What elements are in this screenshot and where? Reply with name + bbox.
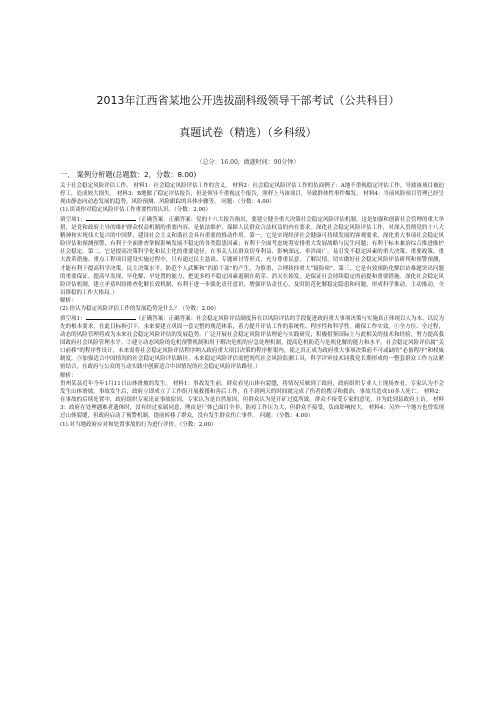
question-3: (1).对当地政府应对和处置事故的行为进行评价。（分数：2.00）	[60, 421, 217, 428]
section-heading: 一、 案例分析题(总题数：2，分数：8.00)	[60, 170, 197, 179]
document-title: 2013年江西省某地公开选拔副科级领导干部考试（公共科目）	[96, 94, 400, 107]
answer-blank[interactable]	[86, 314, 136, 320]
answer-blank[interactable]	[86, 215, 136, 221]
exam-meta: （总分：16.00，做题时间：90分钟）	[196, 159, 300, 166]
answer-1	[60, 215, 444, 298]
question-1: (1).谈谈你对稳定风险评估工作重要性的认识。（分数：2.00）	[60, 207, 212, 214]
document-body	[60, 182, 444, 429]
case-2-intro: 贵州某县近年今年1月11日山体滑坡的发生。 材料1：事故发生前，群众看见山体有裂缝，将情况反映到了政府，政府组织专业人士现场查看，专家认为不会发生山体滑坡。事故发生后，政府立即成立了工作组开展救援和善后工作，在不到两天的时间就完成了伤者的搜寻和救治，事故共造成10多人死亡。 材料2：在事故的后续处置中，政府组织专家论证事故原因，专家认为是自然原因，但群众认为是开矿过度所致。群众不接受专家的意见，并为此到县政府上访。 材料3：政府在处理遇难者遗体时，没有经过家属同意，理由是尸体已面目全非，防疫工作压力大，但群众不接受，负面影响较大。 材料4：另外一个地方也曾发现过山体裂缝，但政府启动了预警机制，提前转移了群众，没有发生群众伤亡事件。 问题：（分数：4.00）	[60, 380, 444, 420]
answer-1-text: （正确答案：正确答案：党的十八大报告指出，要建立健全重大决策社会稳定风险评估机制。这是加强和创新社会管理的重大举措，是党和政府主导的维护群众权益机制的重要内容，是依法维护、保障人民群众合法权益的内在要求。深化社会稳定风险评估工作，对深入贯彻党的十八大精神和实现伟大复兴的中国梦、建设社会主义和谐社会具有重要的推动作用。第一，它是实现经济社会健康可持续发展的客观要求。深化重大事项社会稳定风险评估和预测预警，有利于全面排查掌握影响发展不稳定的各类隐患因素；有利于全面考虑统筹安排重大发展战略与民生问题；有利于标本兼治综合推进维护社会稳定。第二，它是提高决策科学化和民主化的重要途径。在事关人民群众切身利益、影响深远、牵涉面广，易引发不稳定因素的重大决策、重要政策、重大改革措施、重点工程项目建设实施过程中，只有通过民主恳谈、专题研讨等形式，充分尊重民意，了解民情，切实做好社会稳定风险评估研判和预警预测，才能有利于提高科学决策、民主决策水平，防范个人武断和“四拍干部”的产生，为慎重、合理抉择重大“疑险项”。第三，它是有效预防化解信访难题突出问题的重要保证。提高早发现、早化解、早处置的能力，把更多的不稳定因素遏制在萌芽、消灭在始发，是保证社会持续稳定的前提和重要措施。深化社会稳定风险评估机制，建立矛盾纠纷排查化解长效机制，有利于进一步强化责任意识，增强评估责任心，及时防范化解稳定隐患和问题，形成科学推动，主动推动，全员维稳的工作大格局。）	[60, 216, 444, 297]
case-intro: 关于社会稳定风险评估工作。 材料1：社会稳定风险评估工作的含义。 材料2：社会稳定风险评估工作的负面例子：A地不重视稳定评估工作，导致该项目被迫停工，造成较大损失。 材料3：B地做了稳定评估报告，但是领导不重视这个报告，照样上马该项目，导致群体性事件爆发。 材料4：当前风险项目管理已经呈现由静态向动态发展的趋势，风险预测、风险跟踪的具体步骤等。 问题：（分数：4.00）	[60, 183, 444, 206]
answer-2-text: （正确答案：正确答案：社会稳定风险评估制度旨在以风险评估的手段促进政府重大事项决策与实施真正体现以人为本、以民为先的根本要求，在此目标指引下，未来要建立巩固一套完整的规范体系，着力提升评估工作的系统性、程序性和科学性，确保工作实效。①全方位、全过程，动态的风险管理将成为未来社会稳定风险评估的发展趋势。广泛开展社会稳定风险评估理论与实践研究，积极借鉴国际上与此相关的技术和经验，努力提高我国政府社会风险管理水平。②建立动态风险的危机预警机制和用于解决危机的应急处理机制，提高危机防范与危机化解的能力和水平，社会稳定风险评估属“关口前移”的程序性设计，未来需将社会稳定风险评估程序纳入政府重大项目决策的程序框架内，使之真正成为政府重大事项决策前不可或缺的“必备程序”和权威制度。③加强适合中国情况的社会稳定风险评估路径。未来稳定风险评估需把现代社会风险监测工具，科学评审技术同我党长期形成的一整套群众工作方法紧密结合，在政府与公众的互动实践中创新适合中国情况的社会稳定风险评估路径。）	[60, 315, 444, 371]
answer-2	[60, 314, 444, 372]
analysis-label: 解析：	[60, 372, 77, 379]
fill-label: 填空项1：	[60, 315, 86, 322]
document-subtitle: 真题试卷（精选）（乡科级）	[179, 126, 317, 139]
question-2: (2).你认为稳定风险评估工作的发展趋势是什么？（分数：2.00）	[60, 306, 220, 313]
analysis-label: 解析：	[60, 298, 77, 305]
fill-label: 填空项1：	[60, 216, 86, 223]
